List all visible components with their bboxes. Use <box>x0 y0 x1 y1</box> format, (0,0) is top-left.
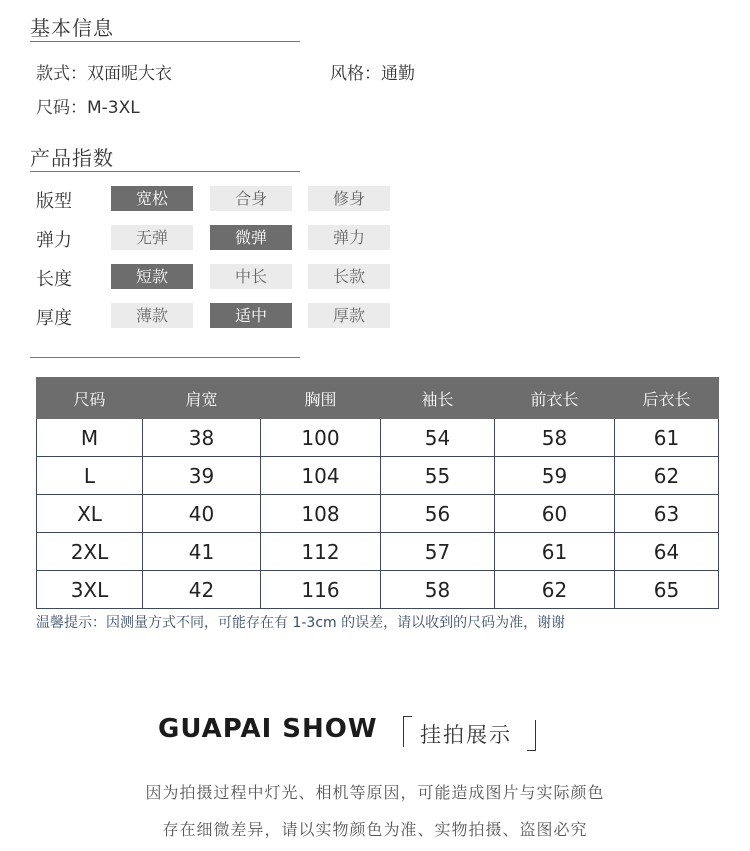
table-cell: 57 <box>381 533 495 571</box>
basic-info-title: 基本信息 <box>30 16 114 40</box>
table-row <box>37 495 719 533</box>
table-cell: 60 <box>495 495 615 533</box>
table-cell: 58 <box>495 419 615 457</box>
stretch-option-none: 无弹 <box>111 225 193 250</box>
table-cell: XL <box>37 495 143 533</box>
table-cell: 108 <box>261 495 381 533</box>
length-option-short: 短款 <box>111 264 193 289</box>
basic-info-rule <box>30 41 300 42</box>
header-shoulder: 肩宽 <box>143 378 261 419</box>
style-info: 款式：双面呢大衣 <box>36 64 172 84</box>
table-cell: 40 <box>143 495 261 533</box>
table-cell: 64 <box>615 533 719 571</box>
table-cell: 104 <box>261 457 381 495</box>
thickness-option-medium: 适中 <box>210 303 292 328</box>
index-label-fit: 版型 <box>36 191 72 212</box>
measurement-note: 温馨提示：因测量方式不同，可能存在有 1-3cm 的误差，请以收到的尺码为准，谢谢 <box>36 615 566 631</box>
stretch-option-stretchy: 弹力 <box>308 225 390 250</box>
fit-option-slim: 修身 <box>308 186 390 211</box>
table-cell: 100 <box>261 419 381 457</box>
table-cell: 54 <box>381 419 495 457</box>
index-label-stretch: 弹力 <box>36 230 72 251</box>
size-table <box>36 377 719 609</box>
bracket-right-icon <box>527 720 536 751</box>
table-cell: 116 <box>261 571 381 609</box>
length-option-mid: 中长 <box>210 264 292 289</box>
index-label-thickness: 厚度 <box>36 308 72 329</box>
table-cell: 55 <box>381 457 495 495</box>
table-cell: 42 <box>143 571 261 609</box>
table-row <box>37 533 719 571</box>
thickness-option-thin: 薄款 <box>111 303 193 328</box>
show-title: GUAPAI SHOW <box>158 714 378 744</box>
show-subtitle: 挂拍展示 <box>420 723 512 747</box>
product-index-rule <box>30 171 300 172</box>
table-cell: 112 <box>261 533 381 571</box>
table-row <box>37 457 719 495</box>
header-size: 尺码 <box>37 378 143 419</box>
product-index-title: 产品指数 <box>30 146 114 170</box>
header-back-length: 后衣长 <box>615 378 719 419</box>
style-type-info: 风格：通勤 <box>330 64 415 84</box>
caption-line-1: 因为拍摄过程中灯光、相机等原因，可能造成图片与实际颜色 <box>145 783 605 802</box>
index-label-length: 长度 <box>36 269 72 290</box>
table-cell: 2XL <box>37 533 143 571</box>
table-cell: 59 <box>495 457 615 495</box>
table-row <box>37 419 719 457</box>
table-cell: 56 <box>381 495 495 533</box>
header-bust: 胸围 <box>261 378 381 419</box>
table-cell: 63 <box>615 495 719 533</box>
header-sleeve: 袖长 <box>381 378 495 419</box>
table-cell: 61 <box>495 533 615 571</box>
size-table-header <box>37 378 719 419</box>
table-cell: 41 <box>143 533 261 571</box>
fit-option-loose: 宽松 <box>111 186 193 211</box>
table-cell: 65 <box>615 571 719 609</box>
thickness-option-thick: 厚款 <box>308 303 390 328</box>
table-cell: 38 <box>143 419 261 457</box>
bracket-left-icon <box>403 716 412 747</box>
table-row <box>37 571 719 609</box>
table-cell: 58 <box>381 571 495 609</box>
table-cell: 62 <box>615 457 719 495</box>
table-cell: 61 <box>615 419 719 457</box>
table-cell: 62 <box>495 571 615 609</box>
table-cell: M <box>37 419 143 457</box>
table-cell: 3XL <box>37 571 143 609</box>
stretch-option-slight: 微弹 <box>210 225 292 250</box>
table-cell: L <box>37 457 143 495</box>
fit-option-regular: 合身 <box>210 186 292 211</box>
length-option-long: 长款 <box>308 264 390 289</box>
header-front-length: 前衣长 <box>495 378 615 419</box>
caption-line-2: 存在细微差异，请以实物颜色为准、实物拍摄、盗图必究 <box>162 820 588 839</box>
size-range-info: 尺码：M-3XL <box>36 98 140 118</box>
index-bottom-rule <box>30 357 300 358</box>
table-cell: 39 <box>143 457 261 495</box>
